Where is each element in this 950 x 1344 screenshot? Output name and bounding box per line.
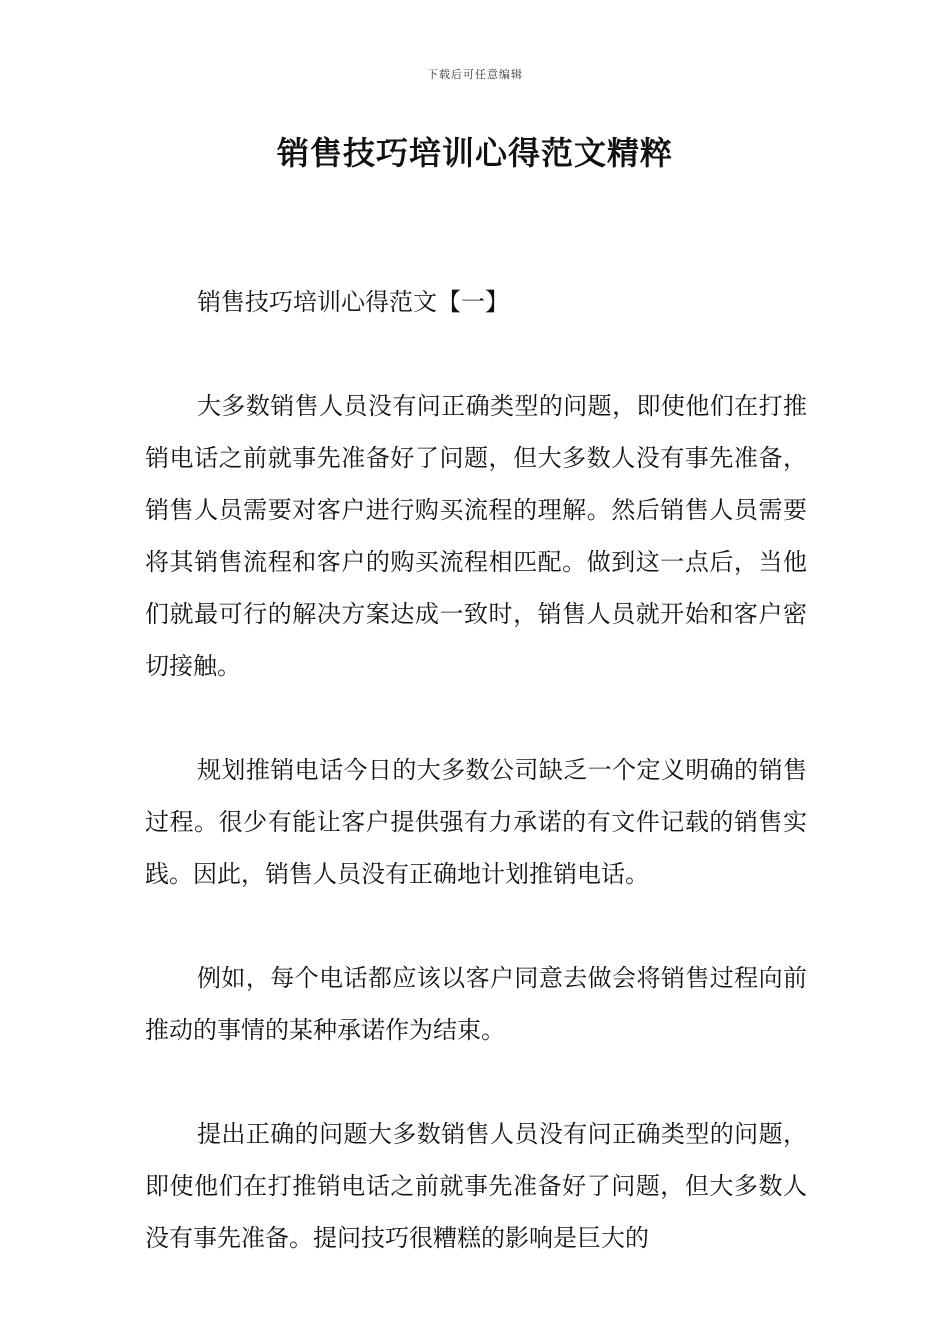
header-note: 下载后可任意编辑 bbox=[427, 68, 523, 81]
paragraph-1: 大多数销售人员没有问正确类型的问题，即使他们在打推销电话之前就事先准备好了问题，但大多数人没有事先准备，销售人员需要对客户进行购买流程的理解。然后销售人员需要将其销售流程和客户的购买流程相匹配。做到这一点后，当他们就最可行的解决方案达成一致时，销售人员就开始和客户密切接触。 bbox=[145, 392, 807, 680]
paragraph-3: 例如，每个电话都应该以客户同意去做会将销售过程向前推动的事情的某种承诺作为结束。 bbox=[145, 964, 807, 1044]
document-body bbox=[145, 276, 807, 1264]
document-title: 销售技巧培训心得范文精粹 bbox=[276, 134, 673, 172]
paragraph-4: 提出正确的问题大多数销售人员没有问正确类型的问题，即使他们在打推销电话之前就事先准备好了问题，但大多数人没有事先准备。提问技巧很糟糕的影响是巨大的 bbox=[145, 1120, 807, 1252]
paragraph-spacer bbox=[145, 1056, 807, 1108]
paragraph-spacer bbox=[145, 328, 807, 380]
paragraph-spacer bbox=[145, 692, 807, 744]
section-heading: 销售技巧培训心得范文【一】 bbox=[197, 288, 509, 316]
paragraph-2: 规划推销电话今日的大多数公司缺乏一个定义明确的销售过程。很少有能让客户提供强有力承诺的有文件记载的销售实践。因此，销售人员没有正确地计划推销电话。 bbox=[145, 756, 807, 888]
paragraph-spacer bbox=[145, 900, 807, 952]
